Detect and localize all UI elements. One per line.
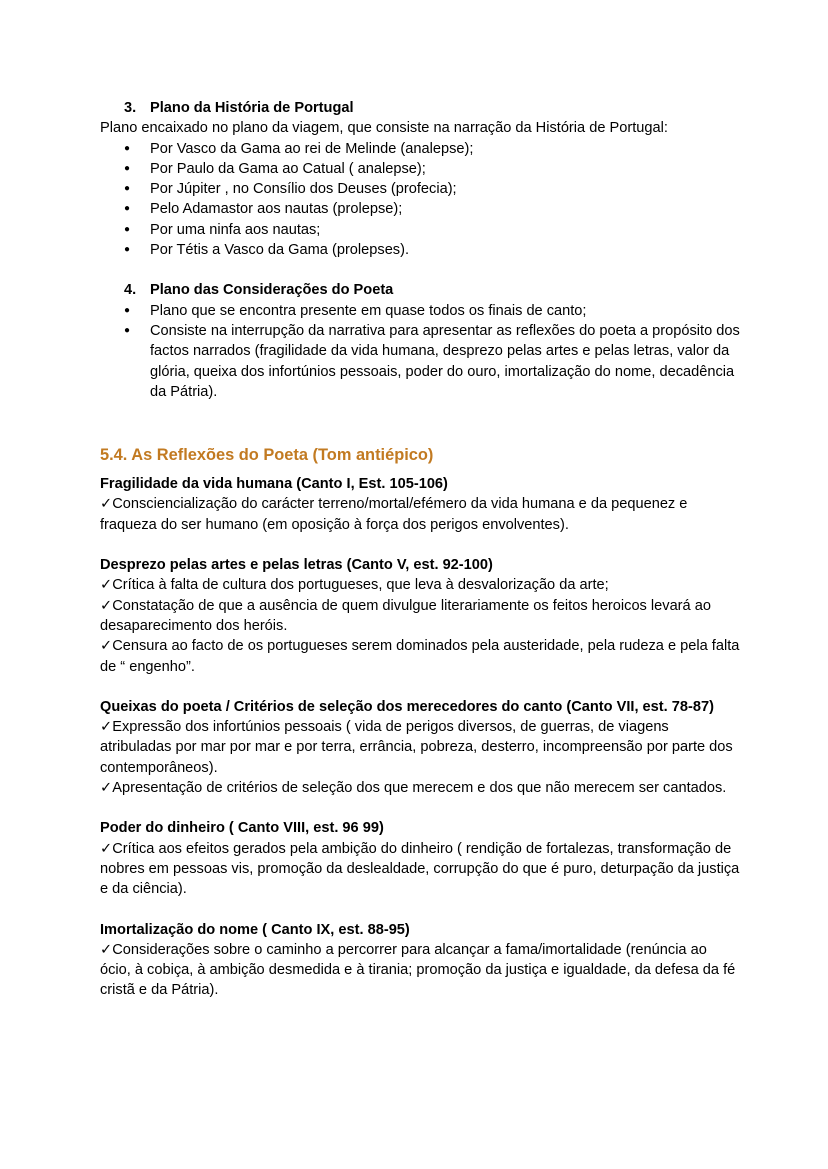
plan4-list bbox=[100, 301, 740, 402]
reflection-title: Imortalização do nome ( Canto IX, est. 88-95) bbox=[100, 921, 410, 938]
list-item: ● Por Paulo da Gama ao Catual ( analepse); bbox=[100, 159, 740, 179]
reflection-block bbox=[100, 920, 740, 1001]
plan3-heading bbox=[100, 98, 740, 118]
list-item: ● Consiste na interrupção da narrativa para apresentar as reflexões do poeta a propósito dos factos narrados (fragilidade da vida humana, desprezo pelas artes e pelas letras, valor da glória, queixa dos infortúnios pessoais, poder do ouro, imortalização do nome, decadência da Pátria). bbox=[100, 321, 740, 402]
reflection-point: ✓ Apresentação de critérios de seleção dos que merecem e dos que não merecem ser cantados. bbox=[100, 778, 740, 798]
list-item: ● Por uma ninfa aos nautas; bbox=[100, 220, 740, 240]
reflection-point: ✓ Crítica à falta de cultura dos portugueses, que leva à desvalorização da arte; bbox=[100, 575, 740, 595]
plan3-intro: Plano encaixado no plano da viagem, que consiste na narração da História de Portugal: bbox=[100, 120, 668, 137]
reflection-title: Poder do dinheiro ( Canto VIII, est. 96 99) bbox=[100, 820, 384, 837]
reflection-block bbox=[100, 555, 740, 677]
list-item: ● Pelo Adamastor aos nautas (prolepse); bbox=[100, 199, 740, 219]
plan3-number: 3. bbox=[124, 100, 137, 116]
reflection-title: Queixas do poeta / Critérios de seleção dos merecedores do canto (Canto VII, est. 78-87) bbox=[100, 698, 714, 715]
plan3-title: Plano da História de Portugal bbox=[150, 100, 354, 116]
list-item: ● Plano que se encontra presente em quase todos os finais de canto; bbox=[100, 301, 740, 321]
reflection-point: ✓ Expressão dos infortúnios pessoais ( vida de perigos diversos, de guerras, de viagens atribuladas por mar por mar e por terra, errância, pobreza, desterro, incompreensão por parte dos contemporâneos). bbox=[100, 717, 740, 778]
reflection-point: ✓ Constatação de que a ausência de quem divulgue literariamente os feitos heroicos levará ao desaparecimento dos heróis. bbox=[100, 596, 740, 637]
plan4-number: 4. bbox=[124, 282, 137, 299]
reflection-point: ✓ Censura ao facto de os portugueses serem dominados pela austeridade, pela rudeza e pela falta de “ engenho”. bbox=[100, 636, 740, 677]
list-item: ● Por Tétis a Vasco da Gama (prolepses). bbox=[100, 240, 740, 260]
reflection-point: ✓ Crítica aos efeitos gerados pela ambição do dinheiro ( rendição de fortalezas, transformação de nobres em pessoas vis, promoção da deslealdade, corrupção do que é puro, deturpação da justiça e da ciência). bbox=[100, 839, 740, 900]
reflection-title: Fragilidade da vida humana (Canto I, Est. 105-106) bbox=[100, 476, 448, 493]
list-item: ● Por Júpiter , no Consílio dos Deuses (profecia); bbox=[100, 179, 740, 199]
reflection-block bbox=[100, 474, 740, 535]
plan3-list bbox=[100, 139, 740, 261]
reflection-point: ✓ Considerações sobre o caminho a percorrer para alcançar a fama/imortalidade (renúncia ao ócio, à cobiça, à ambição desmedida e à tirania; promoção da justiça e igualdade, da defesa da fé cristã e da Pátria). bbox=[100, 940, 740, 1001]
reflection-point: ✓ Consciencialização do carácter terreno/mortal/efémero da vida humana e da pequenez e fraqueza do ser humano (em oposição à força dos perigos envolventes). bbox=[100, 494, 740, 535]
reflection-title: Desprezo pelas artes e pelas letras (Canto V, est. 92-100) bbox=[100, 557, 493, 574]
plan4-title: Plano das Considerações do Poeta bbox=[150, 282, 394, 299]
list-item: ● Por Vasco da Gama ao rei de Melinde (analepse); bbox=[100, 139, 740, 159]
reflection-block bbox=[100, 818, 740, 899]
plan4-heading bbox=[100, 280, 740, 300]
section-heading: 5.4. As Reflexões do Poeta (Tom antiépico) bbox=[100, 446, 434, 465]
reflection-block bbox=[100, 697, 740, 798]
document-page bbox=[100, 98, 740, 1021]
